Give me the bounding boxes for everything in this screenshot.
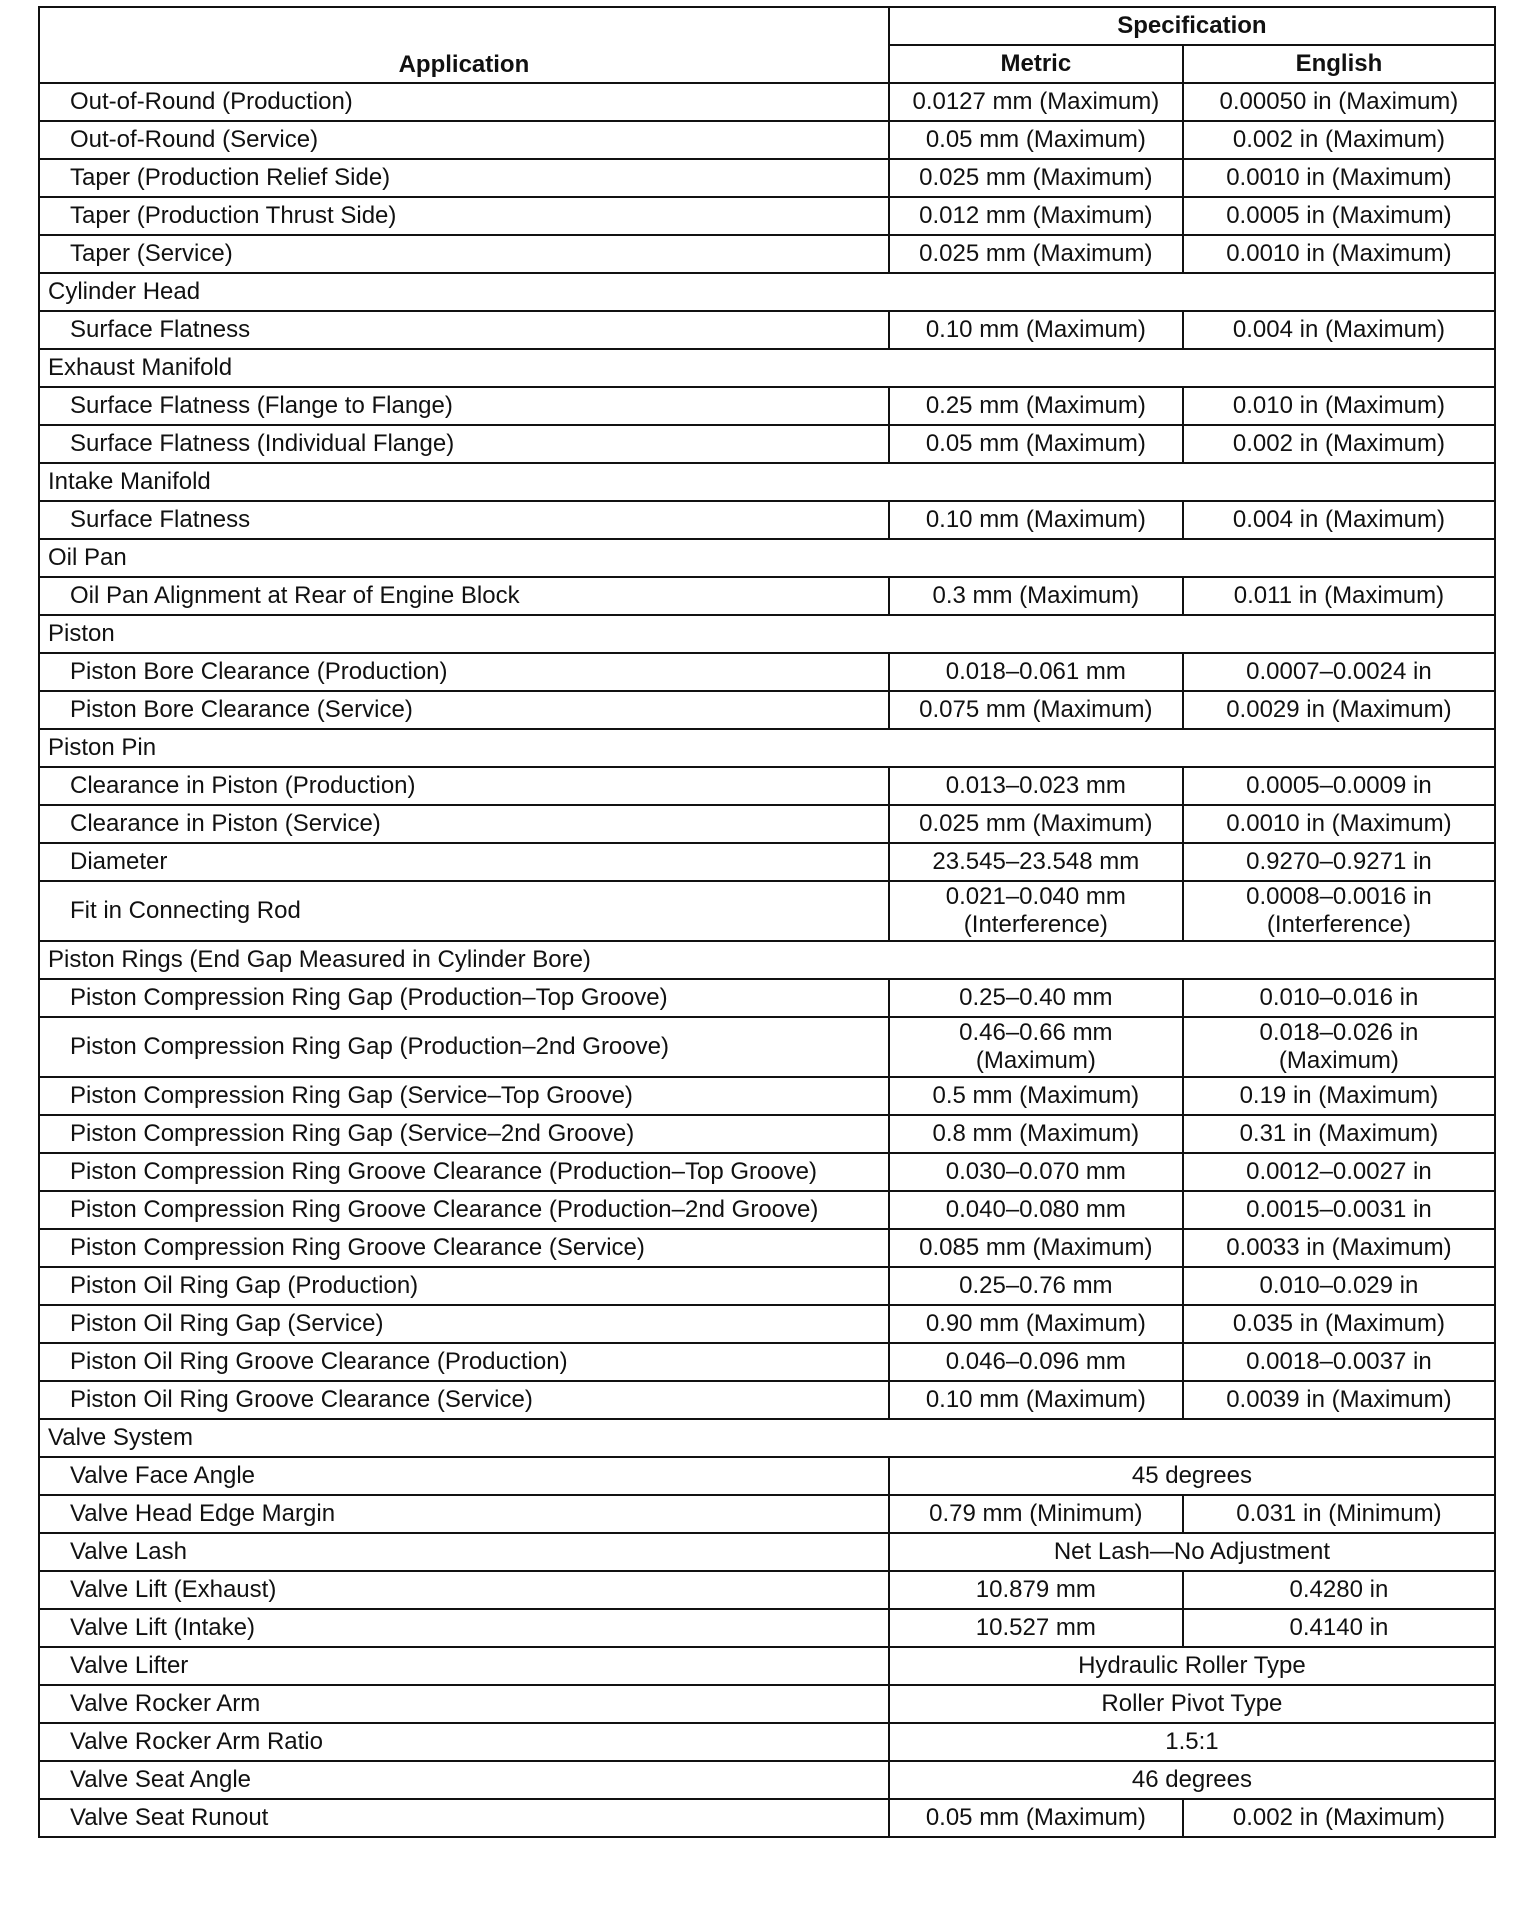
english-value: 0.0010 in (Maximum) (1183, 805, 1495, 843)
application-label: Piston Compression Ring Gap (Service–2nd Groove) (39, 1115, 889, 1153)
table-row (39, 805, 1495, 843)
combined-spec-value: 45 degrees (889, 1457, 1495, 1495)
application-label: Valve Lift (Intake) (39, 1609, 889, 1647)
english-value: 0.0010 in (Maximum) (1183, 235, 1495, 273)
table-row (39, 1685, 1495, 1723)
metric-value: 0.05 mm (Maximum) (889, 1799, 1183, 1837)
table-row (39, 653, 1495, 691)
application-label: Valve Lash (39, 1533, 889, 1571)
english-value: 0.010 in (Maximum) (1183, 387, 1495, 425)
metric-value-line: 0.021–0.040 mm (945, 883, 1126, 910)
metric-value: 0.25–0.76 mm (889, 1267, 1183, 1305)
category-label: Valve System (39, 1419, 1495, 1457)
metric-value: 0.5 mm (Maximum) (889, 1077, 1183, 1115)
metric-value-note: (Interference) (963, 911, 1108, 938)
combined-spec-value: Net Lash—No Adjustment (889, 1533, 1495, 1571)
table-row (39, 197, 1495, 235)
application-label: Piston Oil Ring Groove Clearance (Service) (39, 1381, 889, 1419)
category-label: Cylinder Head (39, 273, 1495, 311)
metric-value: 0.10 mm (Maximum) (889, 311, 1183, 349)
application-label: Diameter (39, 843, 889, 881)
english-value (1183, 1017, 1495, 1077)
metric-value: 0.030–0.070 mm (889, 1153, 1183, 1191)
english-value: 0.0029 in (Maximum) (1183, 691, 1495, 729)
table-row (39, 159, 1495, 197)
header-row-top (39, 7, 1495, 45)
english-value: 0.4140 in (1183, 1609, 1495, 1647)
metric-value: 0.025 mm (Maximum) (889, 805, 1183, 843)
combined-spec-value: 1.5:1 (889, 1723, 1495, 1761)
application-label: Clearance in Piston (Service) (39, 805, 889, 843)
application-label: Piston Oil Ring Gap (Service) (39, 1305, 889, 1343)
application-label: Piston Compression Ring Gap (Service–Top Groove) (39, 1077, 889, 1115)
english-value: 0.31 in (Maximum) (1183, 1115, 1495, 1153)
category-row (39, 349, 1495, 387)
english-value: 0.031 in (Minimum) (1183, 1495, 1495, 1533)
table-row (39, 691, 1495, 729)
table-row (39, 1305, 1495, 1343)
metric-value: 0.018–0.061 mm (889, 653, 1183, 691)
category-row (39, 729, 1495, 767)
application-label: Surface Flatness (Individual Flange) (39, 425, 889, 463)
table-row (39, 235, 1495, 273)
english-value: 0.004 in (Maximum) (1183, 311, 1495, 349)
metric-value: 0.0127 mm (Maximum) (889, 83, 1183, 121)
english-value-line: 0.0008–0.0016 in (1246, 883, 1432, 910)
table-row (39, 1723, 1495, 1761)
table-row (39, 1495, 1495, 1533)
combined-spec-value: Hydraulic Roller Type (889, 1647, 1495, 1685)
metric-value: 0.085 mm (Maximum) (889, 1229, 1183, 1267)
table-row (39, 1609, 1495, 1647)
category-label: Exhaust Manifold (39, 349, 1495, 387)
english-value: 0.00050 in (Maximum) (1183, 83, 1495, 121)
application-label: Surface Flatness (39, 311, 889, 349)
english-value: 0.0018–0.0037 in (1183, 1343, 1495, 1381)
application-label: Valve Face Angle (39, 1457, 889, 1495)
application-label: Piston Compression Ring Groove Clearance (Production–2nd Groove) (39, 1191, 889, 1229)
application-label: Valve Head Edge Margin (39, 1495, 889, 1533)
metric-value (889, 881, 1183, 941)
table-row (39, 1229, 1495, 1267)
english-value-note: (Maximum) (1278, 1047, 1399, 1074)
category-label: Piston (39, 615, 1495, 653)
english-value-note: (Interference) (1266, 911, 1411, 938)
category-row (39, 463, 1495, 501)
english-value: 0.0033 in (Maximum) (1183, 1229, 1495, 1267)
table-row (39, 1191, 1495, 1229)
english-value: 0.035 in (Maximum) (1183, 1305, 1495, 1343)
metric-value: 10.879 mm (889, 1571, 1183, 1609)
header-application: Application (39, 7, 889, 83)
metric-value-line: 0.46–0.66 mm (959, 1019, 1113, 1046)
application-label: Piston Oil Ring Gap (Production) (39, 1267, 889, 1305)
english-value: 0.0010 in (Maximum) (1183, 159, 1495, 197)
metric-value (889, 1017, 1183, 1077)
table-row (39, 501, 1495, 539)
metric-value: 0.90 mm (Maximum) (889, 1305, 1183, 1343)
english-value (1183, 881, 1495, 941)
category-label: Piston Pin (39, 729, 1495, 767)
metric-value: 0.8 mm (Maximum) (889, 1115, 1183, 1153)
application-label: Piston Compression Ring Groove Clearance (Service) (39, 1229, 889, 1267)
application-label: Piston Bore Clearance (Production) (39, 653, 889, 691)
metric-value: 0.25 mm (Maximum) (889, 387, 1183, 425)
table-row (39, 1533, 1495, 1571)
english-value: 0.010–0.029 in (1183, 1267, 1495, 1305)
category-row (39, 941, 1495, 979)
application-label: Clearance in Piston (Production) (39, 767, 889, 805)
table-row (39, 577, 1495, 615)
application-label: Taper (Production Relief Side) (39, 159, 889, 197)
metric-value: 0.025 mm (Maximum) (889, 235, 1183, 273)
application-label: Surface Flatness (Flange to Flange) (39, 387, 889, 425)
application-label: Valve Lifter (39, 1647, 889, 1685)
table-row (39, 1077, 1495, 1115)
metric-value: 0.012 mm (Maximum) (889, 197, 1183, 235)
application-label: Valve Lift (Exhaust) (39, 1571, 889, 1609)
english-value-line: 0.018–0.026 in (1259, 1019, 1419, 1046)
application-label: Valve Seat Runout (39, 1799, 889, 1837)
metric-value: 0.040–0.080 mm (889, 1191, 1183, 1229)
english-value: 0.002 in (Maximum) (1183, 1799, 1495, 1837)
application-label: Piston Compression Ring Gap (Production–Top Groove) (39, 979, 889, 1017)
table-row (39, 83, 1495, 121)
english-value: 0.0012–0.0027 in (1183, 1153, 1495, 1191)
english-value: 0.004 in (Maximum) (1183, 501, 1495, 539)
metric-value: 0.05 mm (Maximum) (889, 121, 1183, 159)
application-label: Taper (Service) (39, 235, 889, 273)
metric-value: 0.79 mm (Minimum) (889, 1495, 1183, 1533)
specification-table (38, 6, 1496, 1838)
application-label: Taper (Production Thrust Side) (39, 197, 889, 235)
english-value: 0.9270–0.9271 in (1183, 843, 1495, 881)
category-label: Oil Pan (39, 539, 1495, 577)
combined-spec-value: Roller Pivot Type (889, 1685, 1495, 1723)
application-label: Piston Compression Ring Groove Clearance (Production–Top Groove) (39, 1153, 889, 1191)
category-row (39, 1419, 1495, 1457)
table-row (39, 767, 1495, 805)
metric-value: 0.013–0.023 mm (889, 767, 1183, 805)
table-body (39, 83, 1495, 1837)
table-row (39, 843, 1495, 881)
application-label: Valve Rocker Arm (39, 1685, 889, 1723)
table-row (39, 881, 1495, 941)
header-english: English (1183, 45, 1495, 83)
header-metric: Metric (889, 45, 1183, 83)
application-label: Oil Pan Alignment at Rear of Engine Block (39, 577, 889, 615)
table-row (39, 1017, 1495, 1077)
english-value: 0.4280 in (1183, 1571, 1495, 1609)
category-label: Intake Manifold (39, 463, 1495, 501)
table-row (39, 1381, 1495, 1419)
table-row (39, 1267, 1495, 1305)
table-row (39, 1457, 1495, 1495)
table-row (39, 1153, 1495, 1191)
metric-value: 0.3 mm (Maximum) (889, 577, 1183, 615)
header-specification: Specification (889, 7, 1495, 45)
english-value: 0.002 in (Maximum) (1183, 425, 1495, 463)
metric-value: 23.545–23.548 mm (889, 843, 1183, 881)
table-row (39, 979, 1495, 1017)
english-value: 0.011 in (Maximum) (1183, 577, 1495, 615)
metric-value: 10.527 mm (889, 1609, 1183, 1647)
english-value: 0.002 in (Maximum) (1183, 121, 1495, 159)
english-value: 0.19 in (Maximum) (1183, 1077, 1495, 1115)
application-label: Out-of-Round (Production) (39, 83, 889, 121)
table-row (39, 1571, 1495, 1609)
table-row (39, 1343, 1495, 1381)
english-value: 0.0015–0.0031 in (1183, 1191, 1495, 1229)
table-row (39, 1115, 1495, 1153)
metric-value-note: (Maximum) (975, 1047, 1096, 1074)
metric-value: 0.046–0.096 mm (889, 1343, 1183, 1381)
english-value: 0.0007–0.0024 in (1183, 653, 1495, 691)
application-label: Fit in Connecting Rod (39, 881, 889, 941)
metric-value: 0.25–0.40 mm (889, 979, 1183, 1017)
metric-value: 0.10 mm (Maximum) (889, 501, 1183, 539)
category-row (39, 273, 1495, 311)
application-label: Piston Oil Ring Groove Clearance (Production) (39, 1343, 889, 1381)
table-row (39, 1647, 1495, 1685)
application-label: Piston Compression Ring Gap (Production–2nd Groove) (39, 1017, 889, 1077)
category-label: Piston Rings (End Gap Measured in Cylinder Bore) (39, 941, 1495, 979)
english-value: 0.0005 in (Maximum) (1183, 197, 1495, 235)
combined-spec-value: 46 degrees (889, 1761, 1495, 1799)
table-row (39, 121, 1495, 159)
table-row (39, 311, 1495, 349)
category-row (39, 539, 1495, 577)
metric-value: 0.10 mm (Maximum) (889, 1381, 1183, 1419)
table-row (39, 387, 1495, 425)
metric-value: 0.05 mm (Maximum) (889, 425, 1183, 463)
english-value: 0.010–0.016 in (1183, 979, 1495, 1017)
application-label: Piston Bore Clearance (Service) (39, 691, 889, 729)
application-label: Valve Seat Angle (39, 1761, 889, 1799)
metric-value: 0.075 mm (Maximum) (889, 691, 1183, 729)
table-row (39, 425, 1495, 463)
metric-value: 0.025 mm (Maximum) (889, 159, 1183, 197)
table-row (39, 1761, 1495, 1799)
english-value: 0.0039 in (Maximum) (1183, 1381, 1495, 1419)
category-row (39, 615, 1495, 653)
application-label: Out-of-Round (Service) (39, 121, 889, 159)
english-value: 0.0005–0.0009 in (1183, 767, 1495, 805)
application-label: Surface Flatness (39, 501, 889, 539)
application-label: Valve Rocker Arm Ratio (39, 1723, 889, 1761)
table-row (39, 1799, 1495, 1837)
